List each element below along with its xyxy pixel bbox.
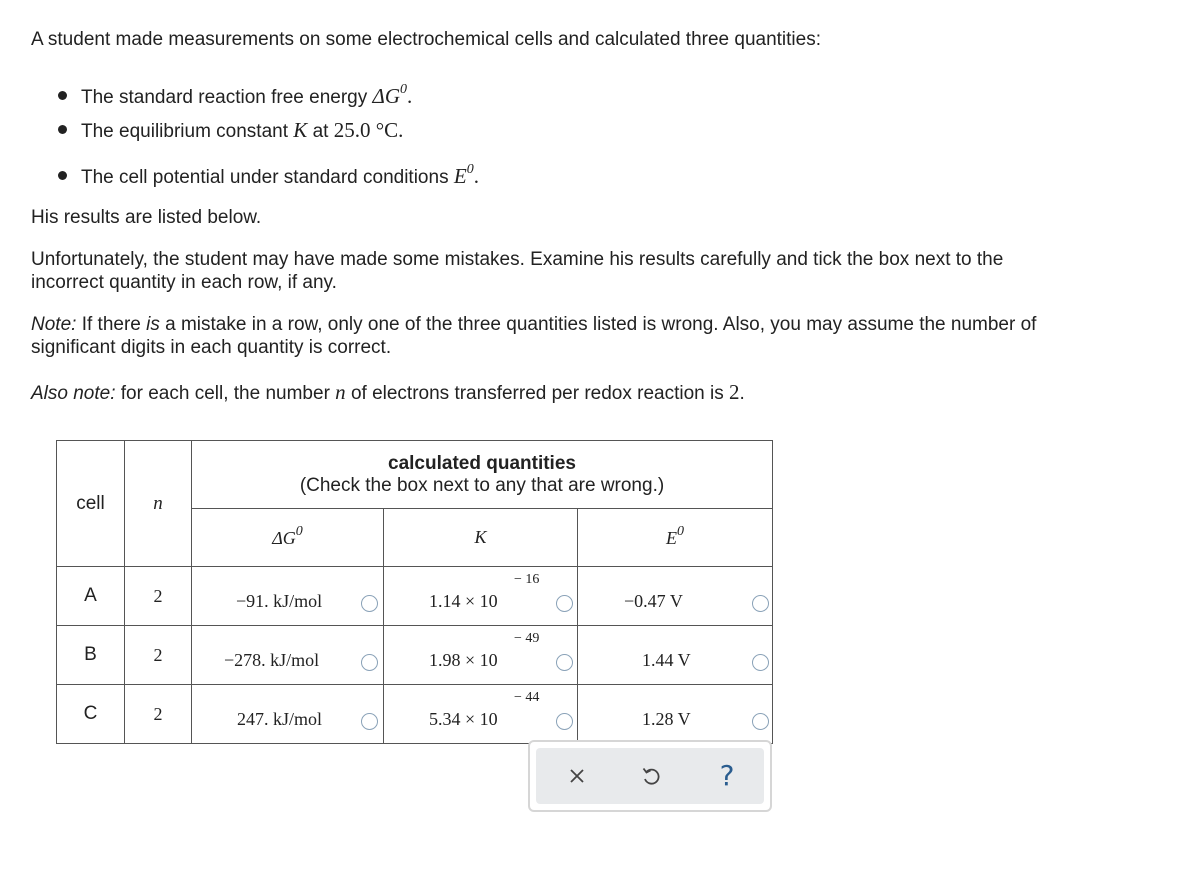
header-cell: cell xyxy=(57,441,125,567)
row-delta-g: 247. kJ/mol xyxy=(192,685,384,744)
row-k: 5.34 × 10 − 44 xyxy=(384,685,578,744)
bullet-free-energy: The standard reaction free energy $\Delta G^0$. xyxy=(58,80,412,109)
delta-g-radio[interactable] xyxy=(361,713,378,730)
bullet-cell-potential: The cell potential under standard conditions $E^0$. xyxy=(58,160,479,189)
row-cell-label: A xyxy=(57,567,125,626)
table-row xyxy=(57,685,773,744)
e-radio[interactable] xyxy=(752,654,769,671)
row-e: 1.44 V xyxy=(578,626,773,685)
delta-g-radio[interactable] xyxy=(361,595,378,612)
bullet-dot xyxy=(58,125,67,134)
undo-icon[interactable] xyxy=(639,764,663,788)
k-radio[interactable] xyxy=(556,595,573,612)
k-radio[interactable] xyxy=(556,713,573,730)
intro-line: A student made measurements on some electrochemical cells and calculated three quantities: xyxy=(31,29,821,50)
header-k: K xyxy=(384,509,578,567)
row-n: 2 xyxy=(125,685,192,744)
e-radio[interactable] xyxy=(752,595,769,612)
close-icon[interactable] xyxy=(565,764,589,788)
k-radio[interactable] xyxy=(556,654,573,671)
results-text: His results are listed below. xyxy=(31,207,262,228)
header-calculated-quantities: calculated quantities (Check the box next to any that are wrong.) xyxy=(192,441,773,509)
help-icon[interactable]: ? xyxy=(719,759,735,792)
header-delta-g: $\Delta G^0$ xyxy=(192,509,384,567)
table-row xyxy=(57,626,773,685)
row-cell-label: B xyxy=(57,626,125,685)
e-radio[interactable] xyxy=(752,713,769,730)
row-n: 2 xyxy=(125,567,192,626)
row-e: 1.28 V xyxy=(578,685,773,744)
bullet-dot xyxy=(58,171,67,180)
row-cell-label: C xyxy=(57,685,125,744)
row-delta-g: −91. kJ/mol xyxy=(192,567,384,626)
header-n: n xyxy=(125,441,192,567)
action-bar-inner xyxy=(536,748,764,804)
mistakes-text: Unfortunately, the student may have made some mistakes. Examine his results carefully and tick the box next to the incorrect quantity in each row, if any. xyxy=(31,249,1004,293)
row-delta-g: −278. kJ/mol xyxy=(192,626,384,685)
bullet-equilibrium: The equilibrium constant K at 25.0 °C. xyxy=(58,119,403,143)
row-k: 1.98 × 10 − 49 xyxy=(384,626,578,685)
results-table xyxy=(56,440,773,744)
delta-g-radio[interactable] xyxy=(361,654,378,671)
header-e: $E^0$ xyxy=(578,509,773,567)
note-text: Note: If there is a mistake in a row, only one of the three quantities listed is wrong. Also, you may assume the number of significant digits in each quantity is correct. xyxy=(31,314,1037,358)
row-k: 1.14 × 10 − 16 xyxy=(384,567,578,626)
row-e: −0.47 V xyxy=(578,567,773,626)
action-bar xyxy=(528,740,772,812)
bullet-dot xyxy=(58,91,67,100)
row-n: 2 xyxy=(125,626,192,685)
table-row xyxy=(57,567,773,626)
also-note-text: Also note: for each cell, the number n of electrons transferred per redox reaction is 2. xyxy=(31,380,745,404)
